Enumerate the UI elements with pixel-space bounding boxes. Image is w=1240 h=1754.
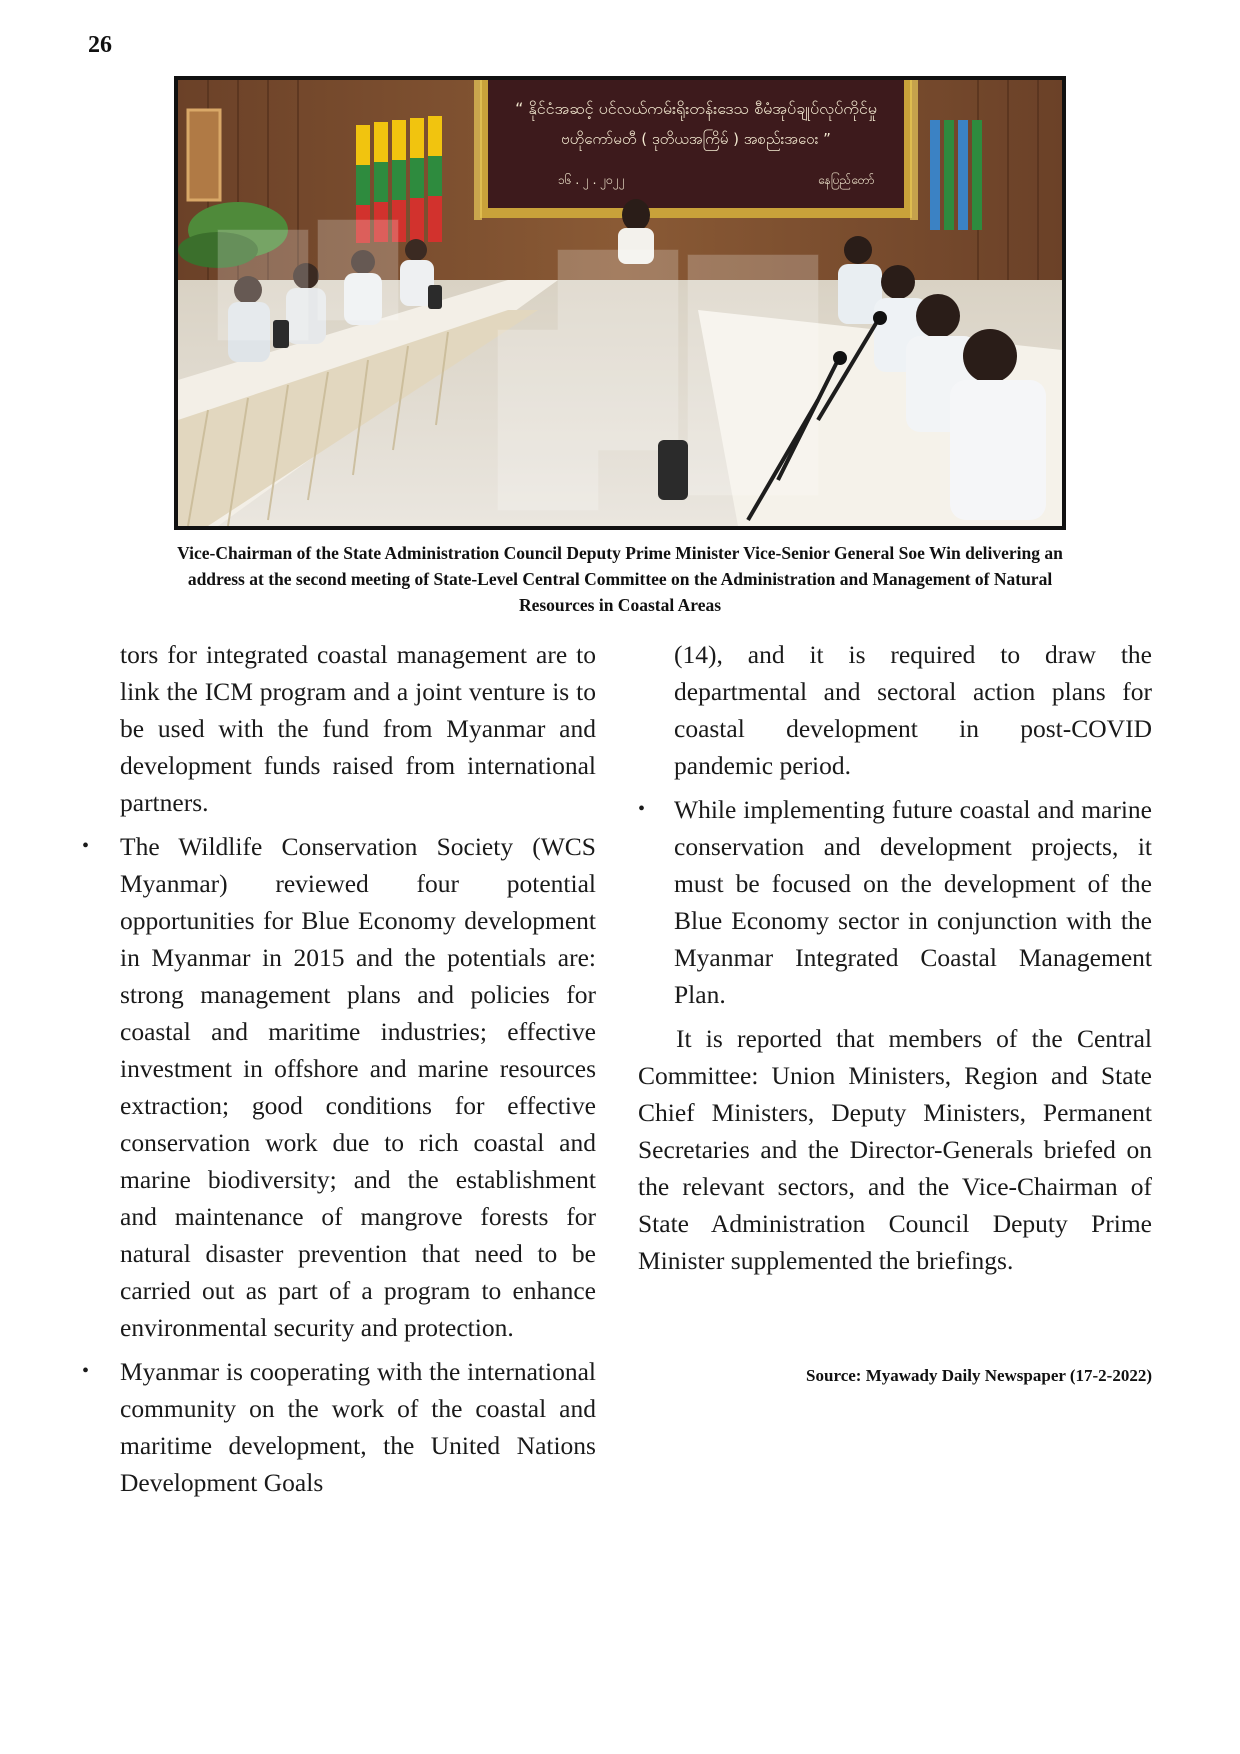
committee-paragraph: It is reported that members of the Central Committee: Union Ministers, Region and State Chief Ministers, Deputy Ministers, Permanent Secretaries and the Director-Generals briefed on the relevant sectors, and the Vice-Chairman of State Administration Council Deputy Prime Minister supplemented the briefings. (638, 1024, 1152, 1275)
meeting-photo-illustration (178, 80, 1062, 526)
source-credit: Source: Myawady Daily Newspaper (17-2-2022) (806, 1366, 1152, 1385)
bullet-item-wcs (82, 828, 596, 1346)
bullet-icon: • (82, 835, 90, 857)
photo-caption: Vice-Chairman of the State Administration Council Deputy Prime Minister Vice-Senior General Soe Win delivering an address at the second meeting of State-Level Central Committee on the Administration and Management of Natural Resources in Coastal Areas (177, 543, 1063, 615)
right-column (638, 636, 1152, 1279)
bullet-icon: • (638, 798, 646, 820)
bullet-item-blue-economy (638, 791, 1152, 1013)
bullet-text-blue-economy: While implementing future coastal and marine conservation and development projects, it must be focused on the development of the Blue Economy sector in conjunction with the Myanmar Integrated Coastal Management Plan. (674, 795, 1152, 1009)
bullet-item-cooperation (82, 1353, 596, 1501)
banner-date: ၁၆ . ၂ . ၂၀၂၂ (558, 173, 625, 187)
bullet-text-wcs: The Wildlife Conservation Society (WCS Myanmar) reviewed four potential opportunities for Blue Economy development in Myanmar in 2015 and the potentials are: strong management plans and policies for coastal and maritime industries; effective investment in offshore and marine resources extraction; good conditions for effective conservation work due to rich coastal and marine biodiversity; and the establishment and maintenance of mangrove forests for natural disaster prevention that need to be carried out as part of a program to enhance environmental security and protection. (120, 832, 596, 1342)
left-intro-paragraph: tors for integrated coastal management are to link the ICM program and a joint venture is to be used with the fund from Myanmar and development funds raised from international partners. (120, 640, 596, 817)
banner-line-2: ဗဟိုကော်မတီ ( ဒုတိယအကြိမ် ) အစည်းအဝေး ” (561, 130, 831, 148)
meeting-photo (174, 76, 1066, 530)
bullet-icon: • (82, 1360, 90, 1382)
bullet-text-cooperation: Myanmar is cooperating with the international community on the work of the coastal and maritime development, the United Nations Development Goals (120, 1357, 596, 1497)
right-continuation-paragraph: (14), and it is required to draw the departmental and sectoral action plans for coastal development in post-COVID pandemic period. (674, 640, 1152, 780)
banner-place: နေပြည်တော် (818, 173, 875, 187)
page-number: 26 (88, 32, 112, 58)
left-column (82, 636, 596, 1501)
banner-line-1: “ နိုင်ငံအဆင့် ပင်လယ်ကမ်းရိုးတန်းဒေသ စီမံအုပ်ချုပ်လုပ်ကိုင်မှု (515, 99, 877, 118)
